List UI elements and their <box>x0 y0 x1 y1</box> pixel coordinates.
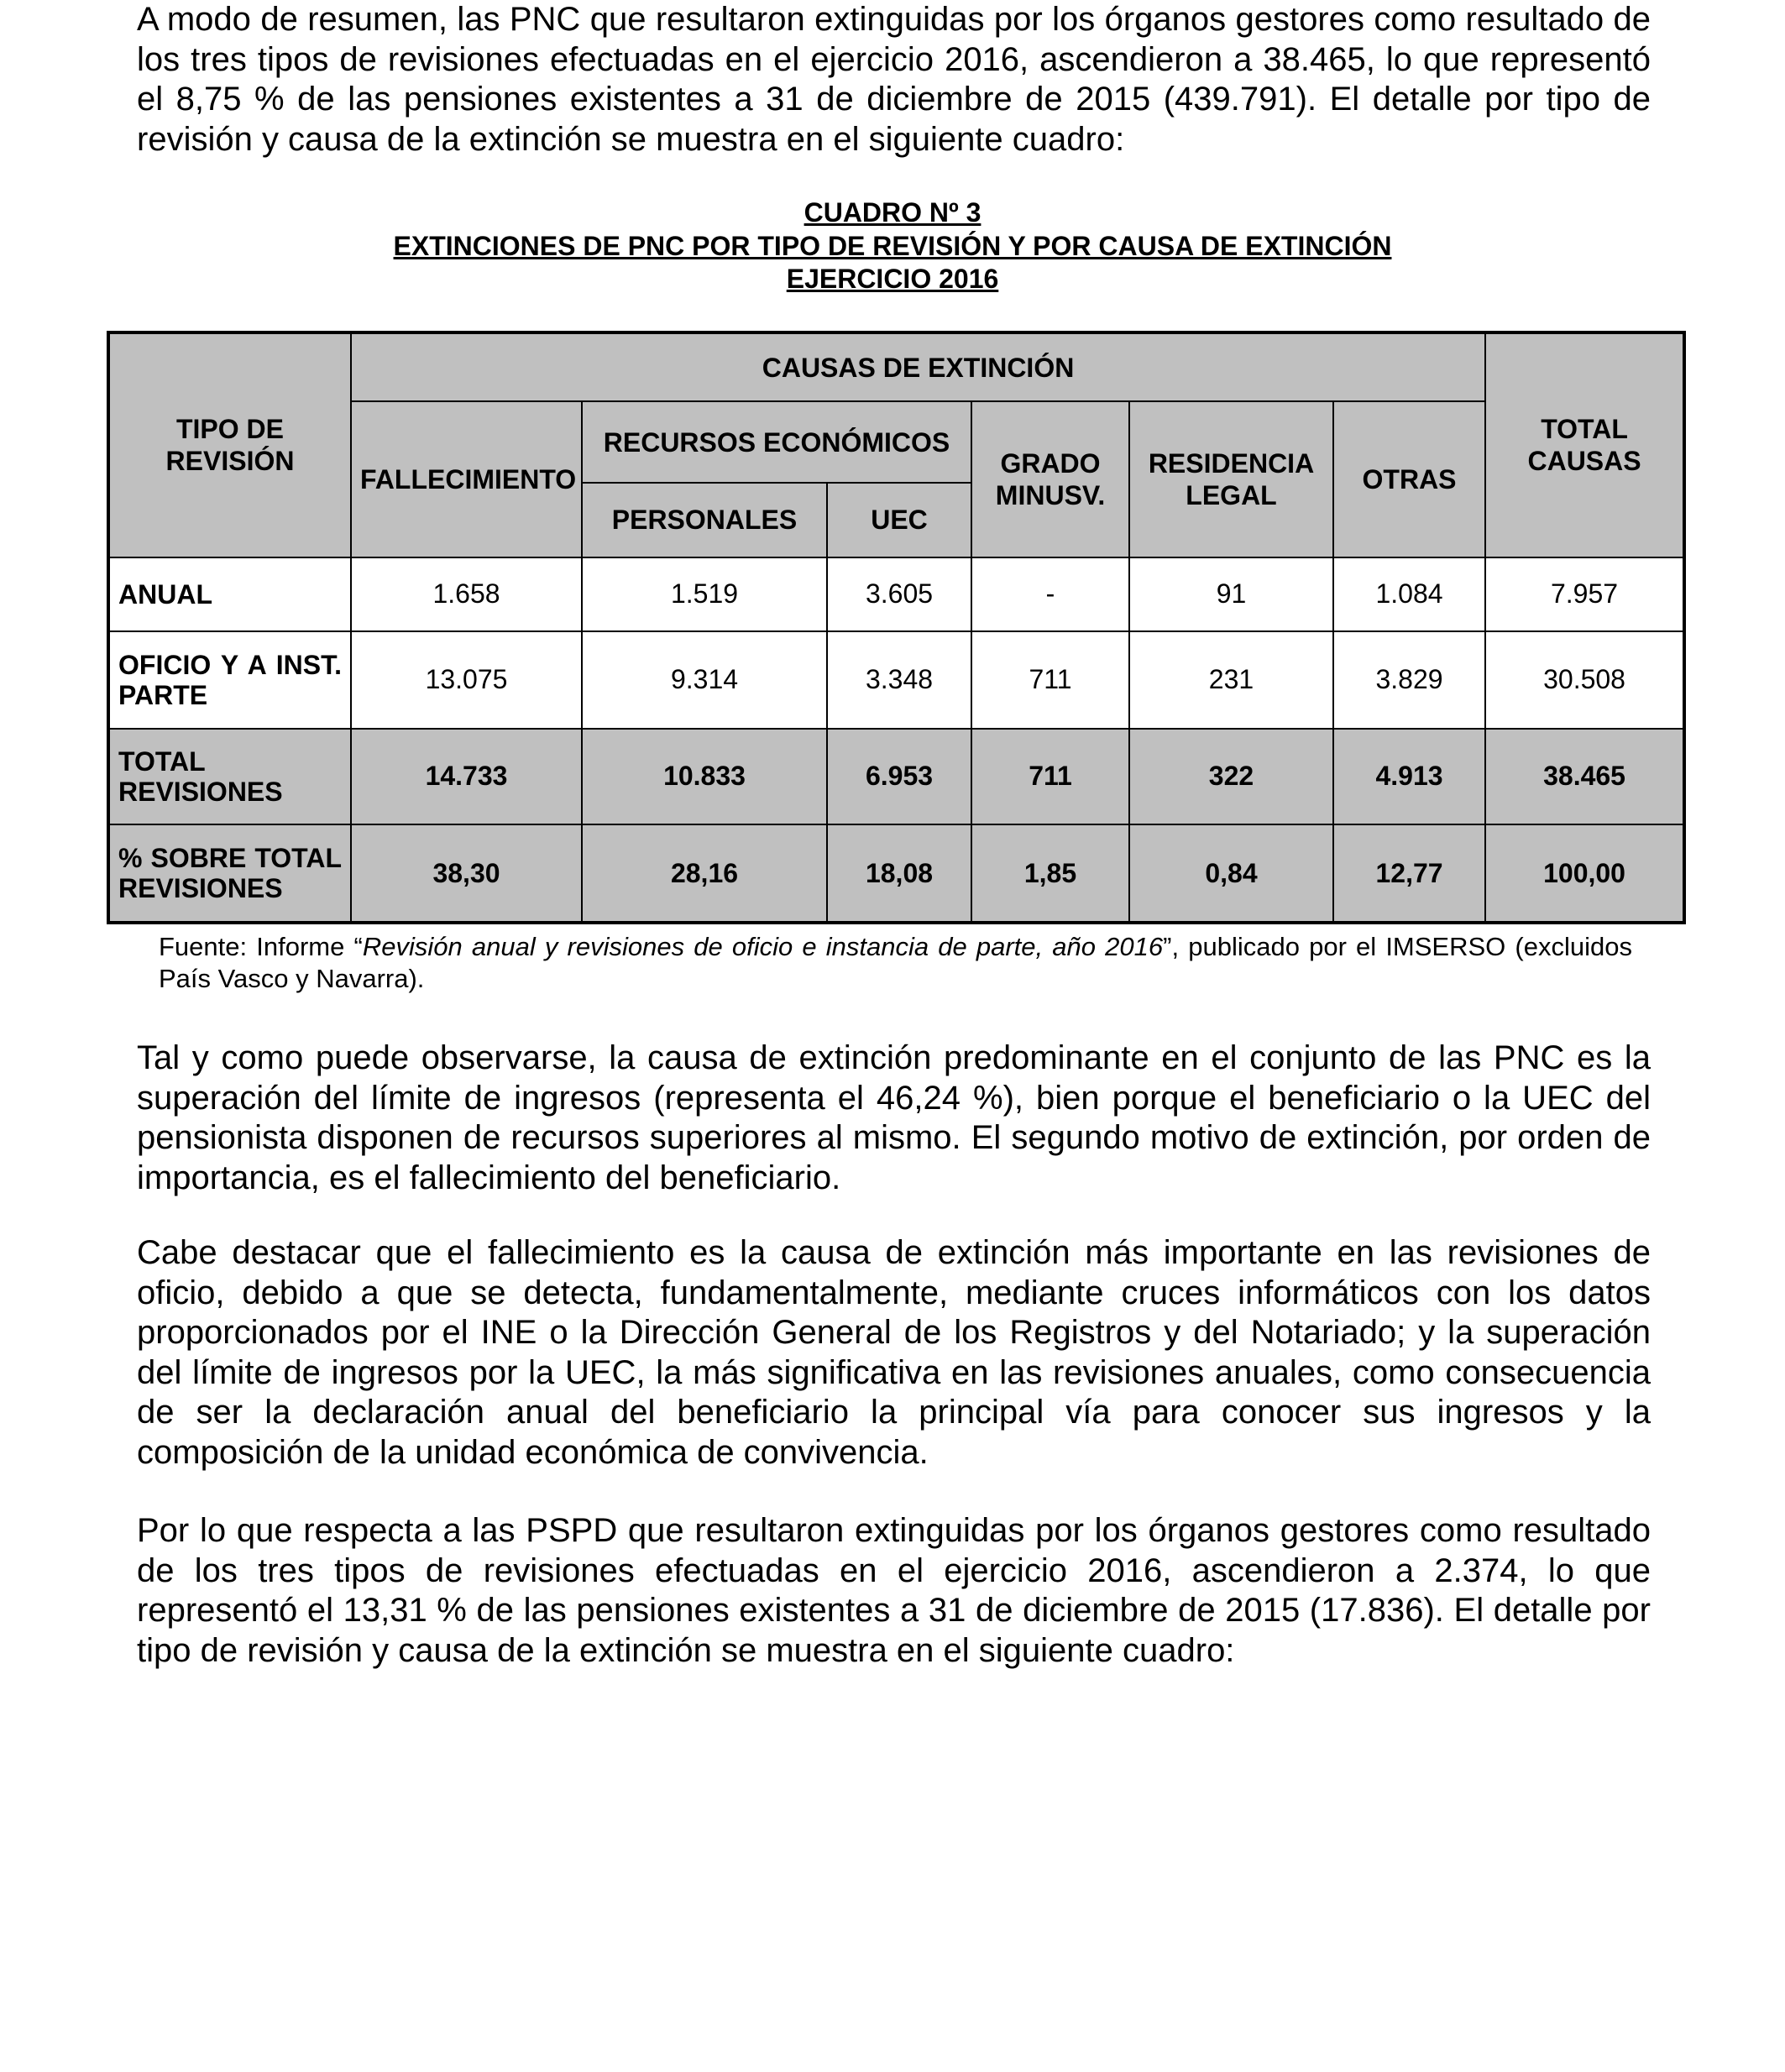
table-cell: 3.348 <box>827 631 971 729</box>
header-recursos-economicos: RECURSOS ECONÓMICOS <box>582 401 971 483</box>
table-cell: 18,08 <box>827 824 971 923</box>
intro-paragraph: A modo de resumen, las PNC que resultaron extinguidas por los órganos gestores como resultado de los tres tipos de revisiones efectuadas en el ejercicio 2016, ascendieron a 38.465, lo que representó el 8,75 % de las pensiones existentes a 31 de diciembre de 2015 (439.791). El detalle por tipo de revisión y causa de la extinción se muestra en el siguiente cuadro: <box>137 1 1651 158</box>
caption-number: CUADRO Nº 3 <box>804 197 981 228</box>
header-fallecimiento: FALLECIMIENTO <box>351 401 582 557</box>
table-cell: 10.833 <box>582 729 827 825</box>
observation-paragraph: Tal y como puede observarse, la causa de extinción predominante en el conjunto de las PNC es la superación del límite de ingresos (representa el 46,24 %), bien porque el beneficiario o la UEC del pensionista disponen de recursos superiores al mismo. El segundo motivo de extinción, por orden de importancia, es el fallecimiento del beneficiario. <box>137 1039 1651 1196</box>
table-cell: 91 <box>1129 557 1333 632</box>
caption-title: EXTINCIONES DE PNC POR TIPO DE REVISIÓN Y POR CAUSA DE EXTINCIÓN <box>393 230 1392 261</box>
source-suffix: ”, publicado por el IMSERSO (excluidos País Vasco y Navarra). <box>159 932 1632 993</box>
table-row-porcentaje <box>108 824 1684 923</box>
table-cell: 1,85 <box>971 824 1129 923</box>
table-cell: 231 <box>1129 631 1333 729</box>
row-label: % SOBRE TOTAL REVISIONES <box>108 824 351 923</box>
header-personales: PERSONALES <box>582 483 827 557</box>
header-tipo-revision: TIPO DE REVISIÓN <box>108 332 351 557</box>
header-causas-extincion: CAUSAS DE EXTINCIÓN <box>351 332 1485 401</box>
header-total-causas: TOTAL CAUSAS <box>1485 332 1684 557</box>
table-cell: 4.913 <box>1333 729 1485 825</box>
table-cell: 6.953 <box>827 729 971 825</box>
highlight-paragraph: Cabe destacar que el fallecimiento es la causa de extinción más importante en las revisiones de oficio, debido a que se detecta, fundamentalmente, mediante cruces informáticos con los datos proporcionados por el INE o la Dirección General de los Registros y del Notariado; y la superación del límite de ingresos por la UEC, la más significativa en las revisiones anuales, como consecuencia de ser la declaración anual del beneficiario la principal vía para conocer sus ingresos y la composición de la unidad económica de convivencia. <box>137 1234 1651 1471</box>
table-cell: 14.733 <box>351 729 582 825</box>
extinciones-table <box>107 331 1686 924</box>
table-cell: 711 <box>971 729 1129 825</box>
source-title: Revisión anual y revisiones de oficio e instancia de parte, año 2016 <box>362 932 1164 961</box>
table-cell: 3.605 <box>827 557 971 632</box>
header-uec: UEC <box>827 483 971 557</box>
table-caption <box>0 196 1785 296</box>
caption-year: EJERCICIO 2016 <box>786 264 999 294</box>
table-cell: 1.519 <box>582 557 827 632</box>
source-note <box>159 931 1632 995</box>
table-cell: 12,77 <box>1333 824 1485 923</box>
header-residencia-legal: RESIDENCIA LEGAL <box>1129 401 1333 557</box>
header-otras: OTRAS <box>1333 401 1485 557</box>
table-cell: 322 <box>1129 729 1333 825</box>
table-cell: - <box>971 557 1129 632</box>
table-cell: 38.465 <box>1485 729 1684 825</box>
row-label: OFICIO Y A INST. PARTE <box>108 631 351 729</box>
table-cell: 9.314 <box>582 631 827 729</box>
row-label: TOTAL REVISIONES <box>108 729 351 825</box>
table-cell: 7.957 <box>1485 557 1684 632</box>
row-label: ANUAL <box>108 557 351 632</box>
pspd-paragraph: Por lo que respecta a las PSPD que resultaron extinguidas por los órganos gestores como resultado de los tres tipos de revisiones efectuadas en el ejercicio 2016, ascendieron a 2.374, lo que representó el 13,31 % de las pensiones existentes a 31 de diciembre de 2015 (17.836). El detalle por tipo de revisión y causa de la extinción se muestra en el siguiente cuadro: <box>137 1512 1651 1669</box>
header-grado-minusv: GRADO MINUSV. <box>971 401 1129 557</box>
table-cell: 711 <box>971 631 1129 729</box>
table-row-oficio <box>108 631 1684 729</box>
table-cell: 100,00 <box>1485 824 1684 923</box>
table-cell: 3.829 <box>1333 631 1485 729</box>
table-row-total <box>108 729 1684 825</box>
table-cell: 30.508 <box>1485 631 1684 729</box>
table-cell: 1.658 <box>351 557 582 632</box>
source-prefix: Fuente: Informe “ <box>159 932 363 961</box>
table-row-anual <box>108 557 1684 632</box>
table-cell: 38,30 <box>351 824 582 923</box>
table-cell: 13.075 <box>351 631 582 729</box>
table-cell: 28,16 <box>582 824 827 923</box>
table-cell: 1.084 <box>1333 557 1485 632</box>
table-cell: 0,84 <box>1129 824 1333 923</box>
